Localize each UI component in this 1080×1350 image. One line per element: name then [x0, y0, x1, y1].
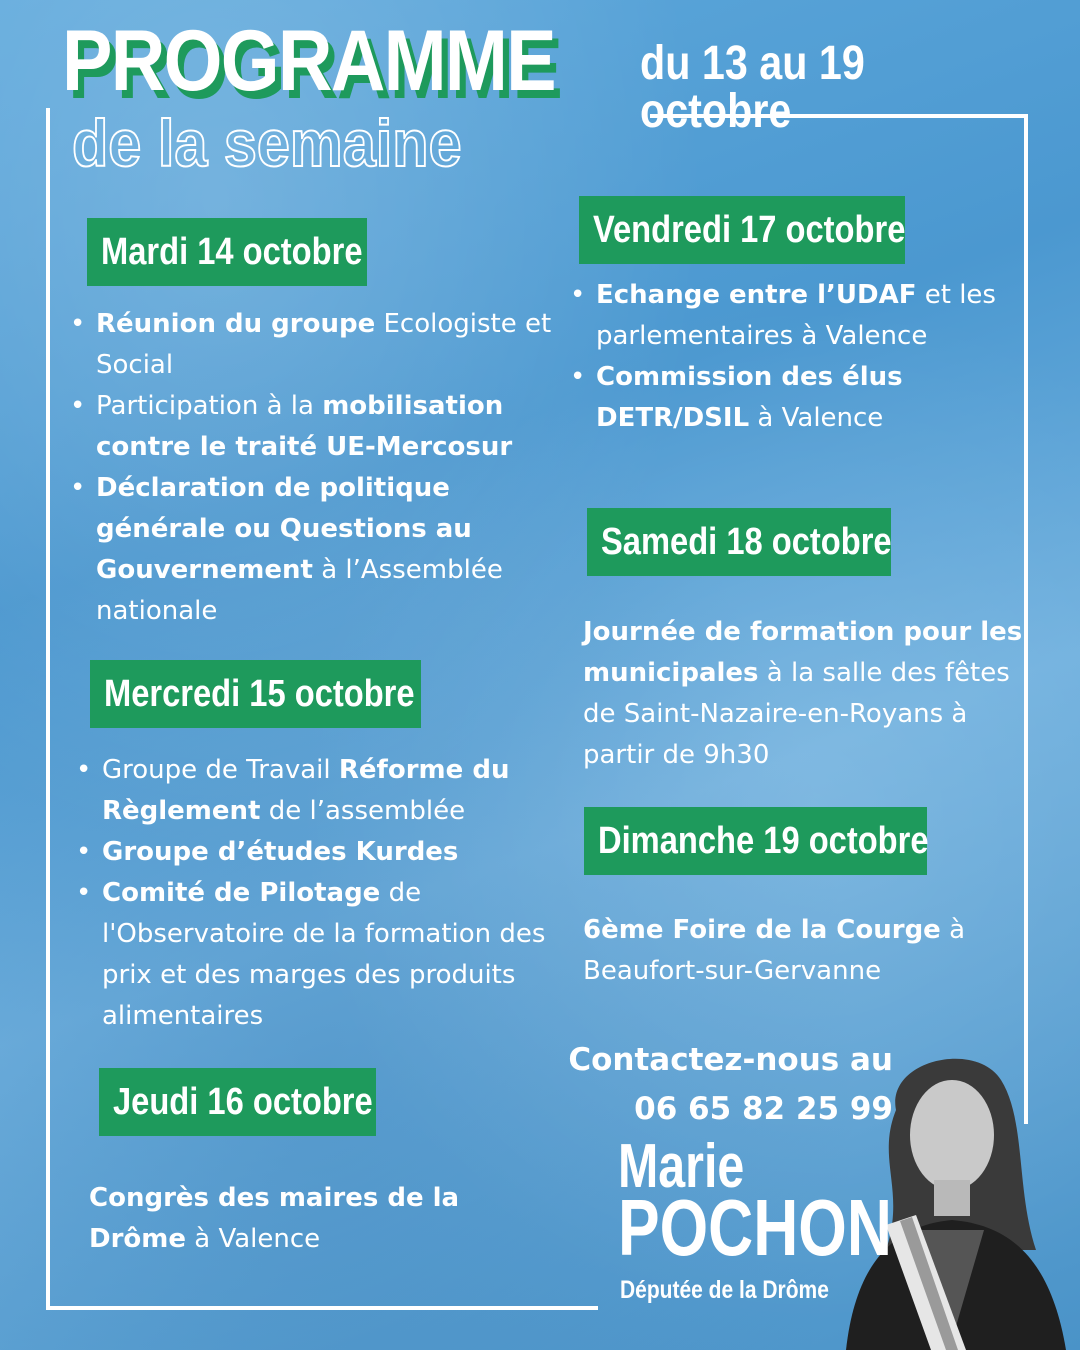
list-item: • Déclaration de politique générale ou Questions au Gouvernement à l’Assemblée nationale — [96, 468, 556, 632]
day-label-mercredi: Mercredi 15 octobre — [104, 672, 415, 715]
list-item: • Groupe d’études Kurdes — [102, 832, 572, 873]
events-mardi — [66, 304, 556, 632]
list-item: • Groupe de Travail Réforme du Règlement de l’assemblée — [102, 750, 572, 832]
event-jeudi: Congrès des maires de la Drôme à Valence — [89, 1183, 460, 1254]
event-dimanche: 6ème Foire de la Courge à Beaufort-sur-Gervanne — [583, 915, 966, 986]
signature-last-name: POCHON — [618, 1183, 892, 1272]
day-badge-mardi — [87, 218, 367, 286]
frame-right — [1024, 114, 1028, 1124]
events-mercredi — [72, 750, 572, 1037]
contact-phone: 06 65 82 25 99 — [634, 1091, 893, 1127]
day-badge-dimanche — [584, 807, 927, 875]
page-title: PROGRAMME — [62, 13, 555, 109]
contact-label: Contactez-nous au — [568, 1042, 893, 1078]
list-item: • Comité de Pilotage de l'Observatoire de la formation des prix et des marges des produits alimentaires — [102, 873, 572, 1037]
day-label-dimanche: Dimanche 19 octobre — [598, 819, 929, 862]
day-badge-jeudi — [99, 1068, 376, 1136]
event-samedi: Journée de formation pour les municipales à la salle des fêtes de Saint-Nazaire-en-Royans à partir de 9h30 — [583, 617, 1023, 770]
frame-left — [46, 108, 50, 1310]
signature-first-name: Marie — [618, 1132, 745, 1201]
list-item: • Participation à la mobilisation contre le traité UE-Mercosur — [96, 386, 556, 468]
day-label-jeudi: Jeudi 16 octobre — [113, 1080, 373, 1123]
signature-role: Députée de la Drôme — [620, 1276, 829, 1304]
date-range: du 13 au 19 octobre — [640, 37, 865, 138]
list-item: • Commission des élus DETR/DSIL à Valence — [596, 357, 1036, 439]
day-badge-mercredi — [90, 660, 421, 728]
page-subtitle: de la semaine — [72, 106, 462, 180]
day-badge-samedi — [587, 508, 891, 576]
list-item: • Echange entre l’UDAF et les parlementaires à Valence — [596, 275, 1036, 357]
day-label-vendredi: Vendredi 17 octobre — [593, 208, 906, 251]
day-label-mardi: Mardi 14 octobre — [101, 230, 363, 273]
list-item: • Réunion du groupe Ecologiste et Social — [96, 304, 556, 386]
day-label-samedi: Samedi 18 octobre — [601, 520, 892, 563]
events-vendredi — [566, 275, 1036, 439]
day-badge-vendredi — [579, 196, 905, 264]
frame-bottom — [46, 1306, 598, 1310]
